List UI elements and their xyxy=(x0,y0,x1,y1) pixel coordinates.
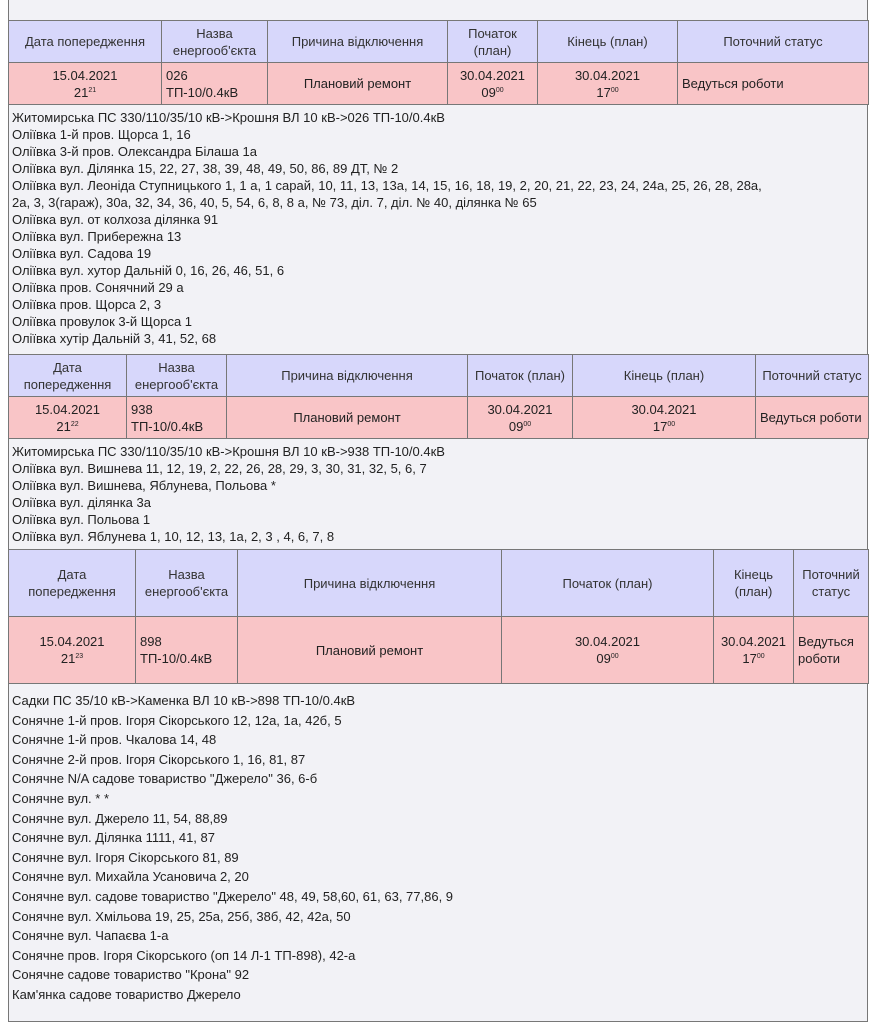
cell-date xyxy=(9,397,127,439)
cell-reason: Плановий ремонт xyxy=(268,63,448,105)
header-status: Поточний статус xyxy=(794,550,869,617)
warning-date: 15.04.2021 xyxy=(52,67,118,83)
warning-date: 15.04.2021 xyxy=(34,401,101,417)
warning-time: $21^{23}$ xyxy=(60,651,84,666)
end-date: 30.04.2021 xyxy=(574,67,641,83)
start-date: 30.04.2021 xyxy=(574,634,641,649)
table-row xyxy=(9,397,869,439)
cell-object: 938 ТП-10/0.4кВ xyxy=(127,397,227,439)
start-date: 30.04.2021 xyxy=(487,401,553,417)
cell-start xyxy=(448,63,538,105)
header-object: Назва енергооб'єкта xyxy=(127,355,227,397)
end-time: $17^{00}$ xyxy=(596,84,619,100)
cell-reason: Плановий ремонт xyxy=(227,397,468,439)
address-line: Оліївка вул. Вишнева 11, 12, 19, 2, 22, 26, 28, 29, 3, 30, 31, 32, 5, 6, 7 xyxy=(12,461,427,476)
cell-object: 898 ТП-10/0.4кВ xyxy=(136,617,238,684)
address-line: Оліївка 3-й пров. Олександра Білаша 1а xyxy=(12,144,257,159)
address-line: Сонячне вул. Ділянка 1111, 41, 87 xyxy=(12,830,215,846)
warning-time: $21^{21}$ xyxy=(73,84,97,100)
address-line: Оліївка вул. ділянка 3а xyxy=(12,495,151,510)
header-reason: Причина відключення xyxy=(227,355,468,397)
table-header-row xyxy=(9,355,869,397)
outage-table xyxy=(8,354,869,439)
header-reason: Причина відключення xyxy=(238,550,502,617)
end-time: $17^{00}$ xyxy=(652,418,676,434)
header-object: Назва енергооб'єкта xyxy=(162,21,268,63)
outage-table xyxy=(8,20,869,105)
address-line: Оліївка пров. Щорса 2, 3 xyxy=(12,297,162,312)
header-reason: Причина відключення xyxy=(268,21,448,63)
address-line: Оліївка вул. Прибережна 13 xyxy=(12,229,182,244)
address-list xyxy=(8,439,868,545)
address-line: Житомирська ПС 330/110/35/10 кВ->Крошня ВЛ 10 кВ->938 ТП-10/0.4кВ xyxy=(12,444,445,459)
table-row xyxy=(9,617,869,684)
address-line: Сонячне вул. Джерело 11, 54, 88,89 xyxy=(12,810,228,826)
address-list xyxy=(8,684,868,1005)
outage-table xyxy=(8,549,869,684)
cell-reason: Плановий ремонт xyxy=(238,617,502,684)
header-end: Кінець (план) xyxy=(714,550,794,617)
end-date: 30.04.2021 xyxy=(720,634,787,649)
warning-date: 15.04.2021 xyxy=(39,634,105,649)
header-status: Поточний статус xyxy=(756,355,869,397)
cell-status: Ведуться роботи xyxy=(678,63,869,105)
start-time: $09^{00}$ xyxy=(596,651,619,666)
table-header-row xyxy=(9,550,869,617)
address-line: Сонячне вул. Михайла Усановича 2, 20 xyxy=(12,869,249,885)
cell-end xyxy=(538,63,678,105)
header-object: Назва енергооб'єкта xyxy=(136,550,238,617)
cell-object: 026 ТП-10/0.4кВ xyxy=(162,63,268,105)
warning-time: $21^{22}$ xyxy=(56,418,79,434)
header-end: Кінець (план) xyxy=(573,355,756,397)
cell-end xyxy=(714,617,794,684)
address-line: Оліївка вул. Садова 19 xyxy=(12,246,152,261)
address-line: Оліївка вул. Леоніда Ступницького 1, 1 а, 1 сарай, 10, 11, 13, 13а, 14, 15, 16, 18, 19, 2, 20, 21, 22, 23, 24, 24а, 25, 26, 28, 28а, xyxy=(12,178,762,193)
cell-end xyxy=(573,397,756,439)
table-header-row xyxy=(9,21,869,63)
header-start: Початок (план) xyxy=(502,550,714,617)
address-list xyxy=(8,105,868,347)
address-line: Сонячне вул. Хмільова 19, 25, 25а, 25б, 38б, 42, 42а, 50 xyxy=(12,908,351,924)
address-line: Сонячне N/A садове товариство "Джерело" 36, 6-б xyxy=(12,771,318,787)
outage-block-2 xyxy=(8,354,868,545)
header-start: Початок (план) xyxy=(448,21,538,63)
address-line: Сонячне вул. Чапаєва 1-а xyxy=(12,928,169,944)
end-time: $17^{00}$ xyxy=(742,651,765,666)
cell-date xyxy=(9,63,162,105)
address-line: Сонячне вул. садове товариство "Джерело" 48, 49, 58,60, 61, 63, 77,86, 9 xyxy=(12,888,454,904)
address-line: Оліївка хутір Дальній 3, 41, 52, 68 xyxy=(12,331,217,346)
cell-start xyxy=(468,397,573,439)
start-time: $09^{00}$ xyxy=(481,84,504,100)
address-line: 2а, 3, 3(гараж), 30а, 32, 34, 36, 40, 5, 54, 6, 8, 8 а, № 73, діл. 7, діл. № 40, ділянка № 65 xyxy=(12,195,537,210)
cell-status: Ведуться роботи xyxy=(756,397,869,439)
cell-date xyxy=(9,617,136,684)
header-status: Поточний статус xyxy=(678,21,869,63)
address-line: Садки ПС 35/10 кВ->Каменка ВЛ 10 кВ->898 ТП-10/0.4кВ xyxy=(12,693,356,708)
address-line: Сонячне садове товариство "Крона" 92 xyxy=(12,967,250,983)
address-line: Оліївка вул. Ділянка 15, 22, 27, 38, 39, 48, 49, 50, 86, 89 ДТ, № 2 xyxy=(12,161,399,176)
header-end: Кінець (план) xyxy=(538,21,678,63)
header-date: Дата попередження xyxy=(9,550,136,617)
header-start: Початок (план) xyxy=(468,355,573,397)
start-time: $09^{00}$ xyxy=(508,418,532,434)
cell-start xyxy=(502,617,714,684)
address-line: Оліївка провулок 3-й Щорса 1 xyxy=(12,314,193,329)
cell-status: Ведуться роботи xyxy=(794,617,869,684)
address-line: Оліївка вул. Вишнева, Яблунева, Польова * xyxy=(12,478,276,493)
outage-block-1 xyxy=(8,20,868,347)
address-line: Сонячне пров. Ігоря Сікорського (оп 14 Л-1 ТП-898), 42-а xyxy=(12,947,356,963)
header-date: Дата попередження xyxy=(9,355,127,397)
address-line: Кам'янка садове товариство Джерело xyxy=(12,986,241,1002)
address-line: Сонячне 1-й пров. Чкалова 14, 48 xyxy=(12,732,217,748)
address-line: Сонячне вул. * * xyxy=(12,790,110,806)
address-line: Оліївка вул. от колхоза ділянка 91 xyxy=(12,212,219,227)
outage-block-3 xyxy=(8,549,868,1005)
address-line: Сонячне вул. Ігоря Сікорського 81, 89 xyxy=(12,849,239,865)
address-line: Оліївка вул. Польова 1 xyxy=(12,512,151,527)
end-date: 30.04.2021 xyxy=(631,401,697,417)
address-line: Житомирська ПС 330/110/35/10 кВ->Крошня ВЛ 10 кВ->026 ТП-10/0.4кВ xyxy=(12,110,445,125)
address-line: Оліївка пров. Сонячний 29 а xyxy=(12,280,184,295)
address-line: Сонячне 1-й пров. Ігоря Сікорського 12, 12а, 1а, 42б, 5 xyxy=(12,712,342,728)
start-date: 30.04.2021 xyxy=(459,67,526,83)
address-line: Сонячне 2-й пров. Ігоря Сікорського 1, 16, 81, 87 xyxy=(12,751,306,767)
address-line: Оліївка 1-й пров. Щорса 1, 16 xyxy=(12,127,191,142)
table-row xyxy=(9,63,869,105)
address-line: Оліївка вул. Яблунева 1, 10, 12, 13, 1а, 2, 3 , 4, 6, 7, 8 xyxy=(12,529,335,544)
address-line: Оліївка вул. хутор Дальній 0, 16, 26, 46, 51, 6 xyxy=(12,263,285,278)
header-date: Дата попередження xyxy=(9,21,162,63)
